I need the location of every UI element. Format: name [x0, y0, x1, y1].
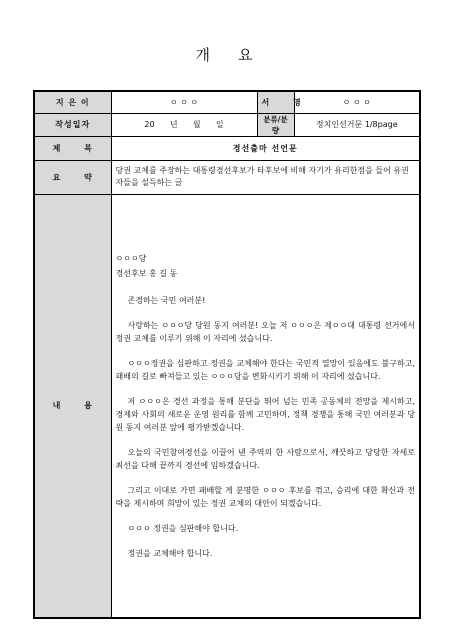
page-title — [0, 44, 450, 65]
content-paragraph: 그리고 이대로 가면 패배할 게 분명한 ㅇㅇㅇ 후보를 꺾고, 승리에 대한 확신과 전략을 제시하며 희망이 있는 정권 교체의 대안이 되겠습니다. — [115, 485, 415, 508]
candidate-line: 경선후보 홍 길 동 — [115, 268, 178, 278]
date-value: 20 년 월 일 — [111, 113, 257, 136]
summary-value: 당권 교체를 주장하는 대통령경선후보가 타후보에 비해 자기가 유리한점을 들어 유권자들을 설득하는 글 — [111, 160, 420, 194]
content-paragraph: ㅇㅇㅇ정권을 심판하고 정권을 교체해야 한다는 국민적 열망이 있음에도 불구하고, 패배의 길로 빠져들고 있는 ㅇㅇㅇ당을 변화시키기 위해 이 자리에 섰습니다. — [115, 358, 415, 381]
content-paragraph: 정권을 교체해야 합니다. — [127, 548, 213, 558]
date-row — [34, 113, 420, 136]
author-value: ㅇ ㅇ ㅇ — [111, 91, 257, 113]
signature-label: 서 명 — [257, 91, 294, 113]
author-row — [34, 91, 420, 113]
signature-value: ㅇ ㅇ ㅇ — [294, 91, 420, 113]
content-paragraph: 저 ㅇㅇㅇ은 경선 과정을 통해 분단을 뛰어 넘는 민족 공동체의 전망을 제시하고, 경제와 사회의 새로운 운영 원리를 함께 고민하며, 정책 경쟁을 통해 국민 여러분과 당원 동지 여러분 앞에 평가받겠습니다. — [115, 396, 415, 432]
date-label: 작성일자 — [34, 113, 111, 136]
greeting: 존경하는 국민 여러분! — [127, 295, 206, 305]
content-body — [111, 194, 420, 618]
category-value: 정치인선거문 1/8page — [294, 113, 420, 136]
subject-row — [34, 136, 420, 160]
author-label: 지 은 이 — [34, 91, 111, 113]
party-line: ㅇㅇㅇ당 — [115, 253, 147, 263]
page-title-char-2: 요 — [238, 46, 255, 64]
summary-row — [34, 160, 420, 194]
summary-label: 요 약 — [34, 160, 111, 194]
page-title-char-1: 개 — [195, 46, 212, 64]
subject-label: 제 목 — [34, 136, 111, 160]
content-paragraph: 오늘의 국민참여경선을 이끌어 낸 주역의 한 사람으로서, 깨끗하고 당당한 자세로 최선을 다해 끝까지 경선에 임하겠습니다. — [115, 447, 415, 470]
subject-value: 경선출마 선언문 — [111, 136, 420, 160]
content-label: 내 용 — [34, 194, 111, 618]
content-paragraph: ㅇㅇㅇ 정권을 심판해야 합니다. — [127, 523, 239, 533]
content-paragraph: 사랑하는 ㅇㅇㅇ당 당원 동지 여러분! 오늘 저 ㅇㅇㅇ은 제ㅇㅇ대 대통령 선거에서 정권 교체를 이루기 위해 이 자리에 섰습니다. — [115, 320, 415, 343]
content-row — [34, 194, 420, 618]
category-label: 분류/분량 — [257, 113, 294, 136]
summary-form-table — [33, 90, 421, 619]
